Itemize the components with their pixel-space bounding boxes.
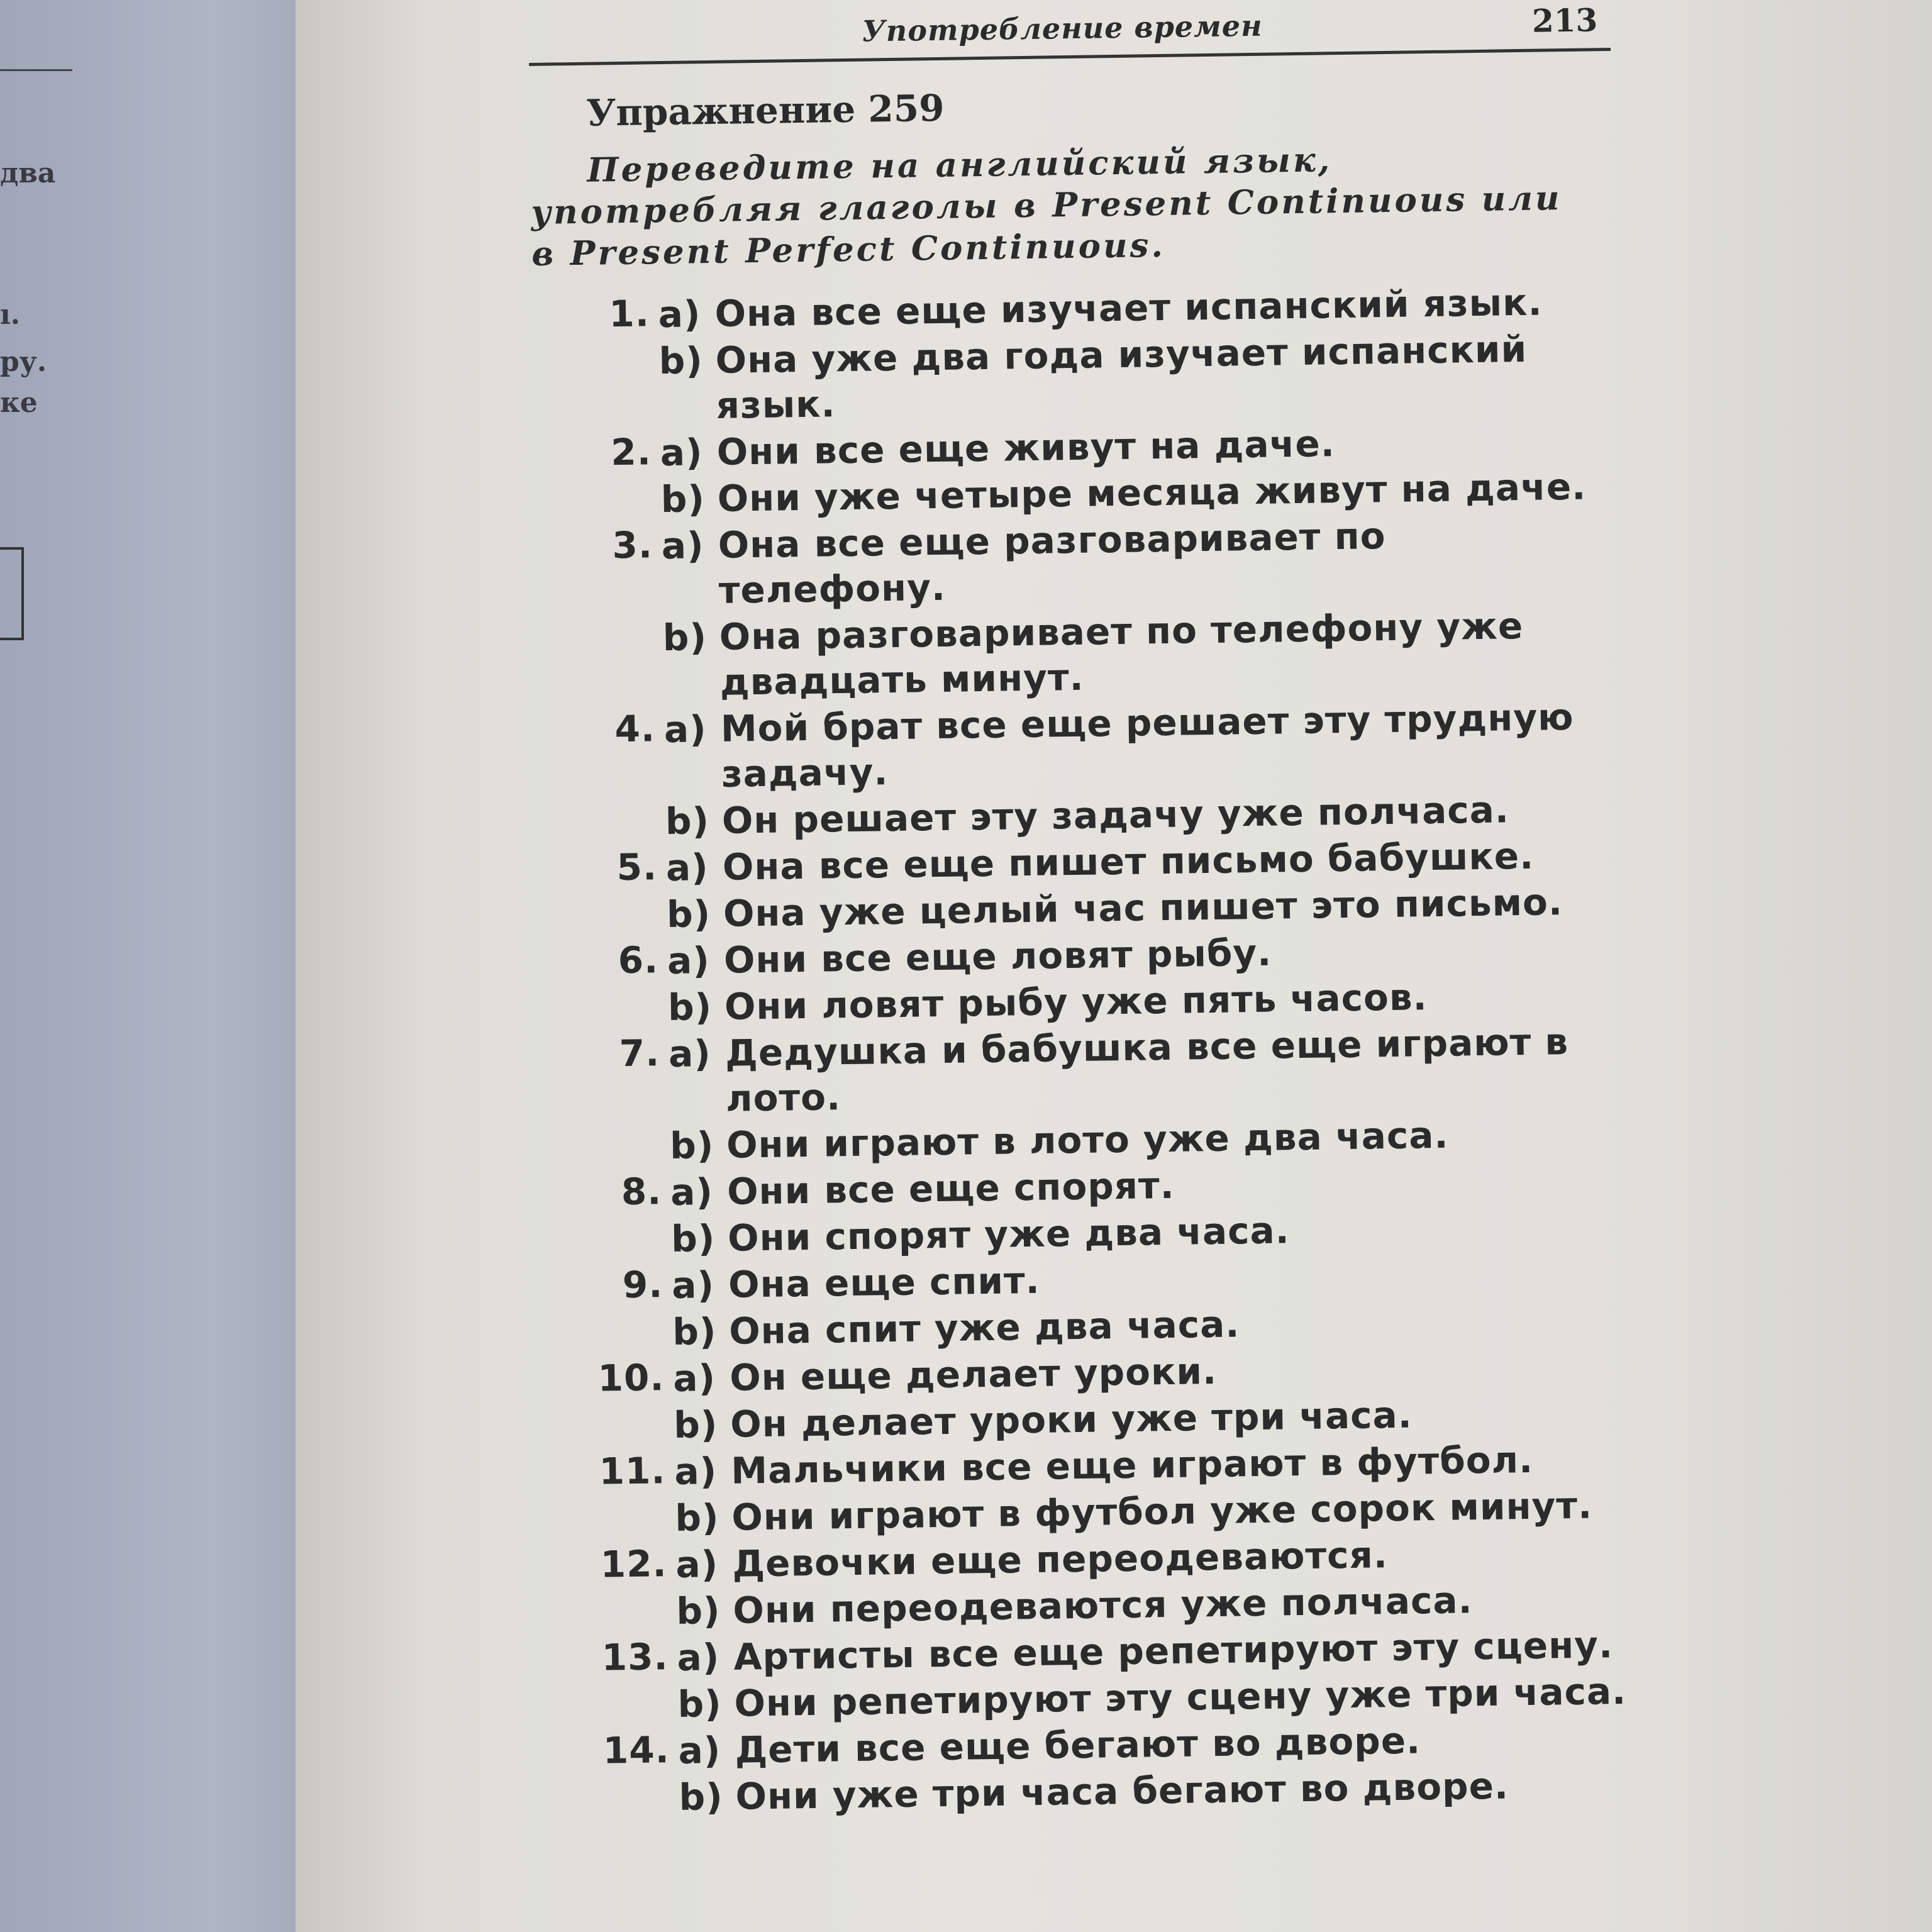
item-number: 11. xyxy=(599,1449,666,1493)
right-page xyxy=(296,0,1932,1932)
exercise-item xyxy=(543,1018,1626,1172)
sentence-letter: b) xyxy=(665,799,710,843)
item-sentences xyxy=(678,1715,1635,1821)
item-sentences xyxy=(660,417,1617,523)
sentence-letter: a) xyxy=(671,1263,715,1307)
exercise-item xyxy=(547,1343,1630,1451)
sentence-letter: a) xyxy=(660,431,703,475)
item-sentences xyxy=(670,1157,1628,1263)
item-sentences xyxy=(658,279,1616,430)
sentence-text: Она спит уже два часа. xyxy=(728,1302,1240,1353)
exercise-title: Упражнение 259 xyxy=(586,86,945,135)
sentence-text: Они все еще ловят рыбу. xyxy=(723,931,1272,982)
exercise-item xyxy=(548,1436,1631,1544)
running-title: Употребление времен xyxy=(862,8,1263,48)
item-number: 9. xyxy=(622,1263,663,1307)
sentence-a xyxy=(669,1018,1626,1122)
exercise-item xyxy=(550,1529,1633,1637)
item-sentences xyxy=(661,510,1619,707)
sentence-letter: a) xyxy=(663,708,708,752)
item-sentences xyxy=(667,925,1624,1031)
sentence-letter: a) xyxy=(674,1450,718,1493)
sentence-b xyxy=(658,325,1616,429)
sentence-text: Они уже три часа бегают во дворе. xyxy=(735,1764,1509,1818)
exercise-item xyxy=(538,694,1621,847)
left-page-box xyxy=(0,547,24,640)
item-number: 10. xyxy=(597,1356,665,1400)
sentence-a xyxy=(663,694,1621,797)
sentence-letter: b) xyxy=(667,985,713,1030)
page-content xyxy=(528,0,1635,1823)
sentence-text: Артисты все еще репетируют эту сцену. xyxy=(733,1623,1614,1679)
item-number: 1. xyxy=(608,292,650,336)
sentence-letter: b) xyxy=(669,1124,714,1168)
left-fragment: ı. xyxy=(0,299,21,331)
left-fragment: ру. xyxy=(0,346,47,378)
instruction: Переведите на английский язык, употребляя глаголы в Present Continuous или в Present Perfect Continuous. xyxy=(531,140,1562,274)
sentence-letter: b) xyxy=(679,1775,724,1819)
exercise-item xyxy=(551,1622,1634,1730)
sentence-text: Они ловят рыбу уже пять часов. xyxy=(724,975,1428,1028)
exercise-item xyxy=(534,417,1617,525)
item-number: 3. xyxy=(611,523,653,567)
item-sentences xyxy=(669,1018,1626,1170)
sentence-letter: a) xyxy=(675,1543,719,1586)
sentence-letter: b) xyxy=(673,1403,718,1446)
item-sentences xyxy=(675,1529,1633,1635)
sentence-text: Они репетируют эту сцену уже три часа. xyxy=(734,1669,1627,1725)
item-sentences xyxy=(674,1436,1631,1542)
sentence-letter: a) xyxy=(672,1357,716,1400)
exercise-item xyxy=(546,1250,1629,1358)
sentence-letter: b) xyxy=(676,1589,721,1633)
sentence-letter: a) xyxy=(658,292,701,336)
sentence-text: Они играют в лото уже два часа. xyxy=(726,1113,1449,1167)
sentence-text: Она еще спит. xyxy=(728,1258,1041,1306)
sentence-text: Он делает уроки уже три часа. xyxy=(730,1393,1413,1446)
sentence-letter: b) xyxy=(677,1682,723,1726)
sentence-text: Она все еще пишет письмо бабушке. xyxy=(722,834,1535,889)
left-page-rule xyxy=(0,69,72,71)
sentence-text: Девочки еще переодеваются. xyxy=(731,1533,1389,1585)
sentence-letter: b) xyxy=(674,1496,719,1540)
item-number: 8. xyxy=(621,1170,662,1214)
item-number: 13. xyxy=(601,1635,669,1679)
item-number: 7. xyxy=(619,1031,660,1075)
sentence-a xyxy=(661,510,1618,614)
sentence-letter: a) xyxy=(665,846,709,890)
sentence-text: Он еще делает уроки. xyxy=(729,1349,1218,1399)
sentence-text: Он решает эту задачу уже полчаса. xyxy=(721,788,1510,842)
item-sentences xyxy=(666,832,1623,938)
sentence-letter: b) xyxy=(658,339,704,383)
item-number: 12. xyxy=(600,1542,667,1586)
item-sentences xyxy=(673,1343,1630,1449)
item-number: 14. xyxy=(602,1728,670,1772)
sentence-letter: b) xyxy=(660,477,706,521)
item-number: 4. xyxy=(614,707,656,751)
sentence-letter: b) xyxy=(670,1217,716,1261)
item-sentences xyxy=(663,694,1621,845)
sentence-letter: b) xyxy=(672,1310,717,1353)
sentence-text: Она уже два года изучает испанский язык. xyxy=(715,327,1528,427)
sentence-text: Дедушка и бабушка все еще играют в лото. xyxy=(724,1020,1569,1120)
sentence-text: Они уже четыре месяца живут на даче. xyxy=(717,465,1587,520)
exercise-item xyxy=(552,1715,1635,1823)
sentence-text: Она все еще изучает испанский язык. xyxy=(714,280,1543,335)
sentence-text: Дети все еще бегают во дворе. xyxy=(735,1719,1421,1772)
item-number: 2. xyxy=(610,430,652,474)
sentence-letter: a) xyxy=(667,939,711,983)
sentence-text: Они все еще живут на даче. xyxy=(716,422,1336,474)
left-fragment: два xyxy=(0,157,56,189)
sentence-text: Они переодеваются уже полчаса. xyxy=(733,1579,1473,1632)
left-page xyxy=(0,0,302,1932)
item-sentences xyxy=(677,1622,1634,1728)
exercise-item xyxy=(532,279,1616,432)
sentence-text: Они спорят уже два часа. xyxy=(727,1209,1291,1260)
item-sentences xyxy=(672,1250,1629,1356)
sentence-letter: a) xyxy=(661,524,704,568)
exercise-item xyxy=(540,832,1623,940)
page-number: 213 xyxy=(1531,1,1598,40)
sentence-text: Мой брат все еще решает эту трудную задачу. xyxy=(720,695,1575,796)
sentence-letter: a) xyxy=(677,1636,720,1679)
item-number: 5. xyxy=(616,845,658,889)
sentence-text: Она уже целый час пишет это письмо. xyxy=(723,880,1563,935)
left-fragment: ке xyxy=(0,387,38,419)
exercise-items xyxy=(532,279,1635,1823)
exercise-item xyxy=(541,925,1624,1033)
sentence-b xyxy=(662,602,1619,706)
sentence-letter: a) xyxy=(668,1032,712,1076)
running-head xyxy=(528,0,1611,66)
sentence-letter: b) xyxy=(662,616,708,660)
sentence-letter: a) xyxy=(670,1170,714,1214)
sentence-text: Мальчики все еще играют в футбол. xyxy=(730,1438,1534,1492)
sentence-letter: a) xyxy=(678,1728,721,1772)
exercise-item xyxy=(545,1157,1628,1265)
item-number: 6. xyxy=(618,938,659,982)
sentence-text: Она все еще разговаривает по телефону. xyxy=(718,514,1386,612)
exercise-item xyxy=(535,510,1619,709)
sentence-text: Они играют в футбол уже сорок минут. xyxy=(731,1484,1593,1539)
sentence-text: Она разговаривает по телефону уже двадцать минут. xyxy=(719,604,1524,704)
sentence-text: Они все еще спорят. xyxy=(726,1163,1175,1213)
sentence-letter: b) xyxy=(666,892,711,936)
